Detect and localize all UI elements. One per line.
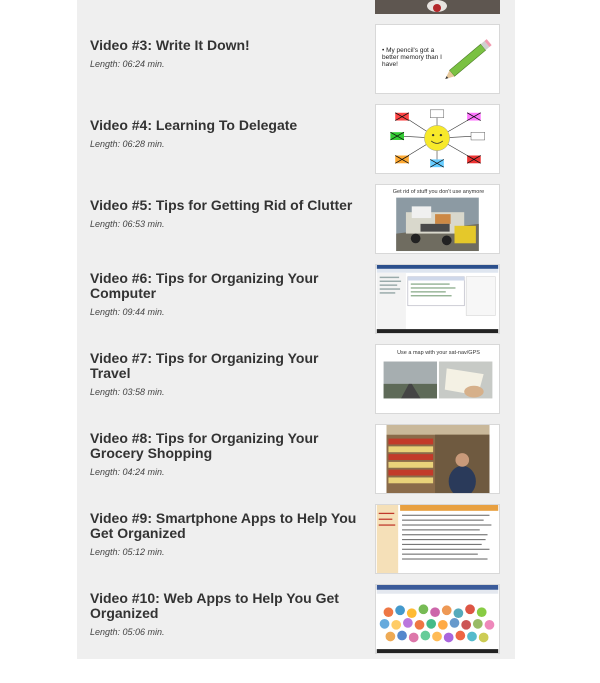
video-item[interactable]: [77, 584, 515, 654]
thumbnail-caption: • My pencil's got a better memory than I have!: [382, 47, 442, 68]
video-item[interactable]: [77, 264, 515, 334]
video-item[interactable]: [77, 424, 515, 494]
video-thumbnail-previous[interactable]: [375, 0, 500, 14]
thumbnail-caption: Use a map with your sat-nav/GPS: [397, 350, 480, 356]
web-apps-screenshot-image: [376, 585, 499, 653]
video-thumbnail[interactable]: [375, 24, 500, 94]
video-item[interactable]: [77, 104, 515, 174]
video-thumbnail[interactable]: [375, 504, 500, 574]
video-length: Length: 03:58 min.: [90, 387, 165, 397]
video-title[interactable]: Video #6: Tips for Organizing Your Computer: [90, 270, 319, 301]
clutter-photo-image: [376, 185, 499, 253]
video-length: Length: 04:24 min.: [90, 467, 165, 477]
video-length: Length: 09:44 min.: [90, 307, 165, 317]
video-list-panel: [77, 0, 515, 659]
video-item[interactable]: [77, 504, 515, 574]
grocery-store-photo-image: [376, 425, 499, 493]
video-title[interactable]: Video #10: Web Apps to Help You Get Organized: [90, 590, 339, 621]
video-thumbnail[interactable]: [375, 584, 500, 654]
video-title[interactable]: Video #5: Tips for Getting Rid of Clutter: [90, 197, 353, 213]
video-thumbnail[interactable]: [375, 344, 500, 414]
video-length: Length: 05:12 min.: [90, 547, 165, 557]
video-title[interactable]: Video #9: Smartphone Apps to Help You Get Organized: [90, 510, 357, 541]
delegation-diagram-image: [376, 105, 499, 173]
video-length: Length: 06:53 min.: [90, 219, 165, 229]
video-thumbnail[interactable]: [375, 104, 500, 174]
video-title[interactable]: Video #7: Tips for Organizing Your Travel: [90, 350, 319, 381]
thumbnail-caption: Get rid of stuff you don't use anymore: [392, 189, 485, 195]
video-length: Length: 06:24 min.: [90, 59, 165, 69]
apps-webpage-screenshot-image: [376, 505, 499, 573]
video-title[interactable]: Video #4: Learning To Delegate: [90, 117, 298, 133]
video-thumbnail[interactable]: [375, 424, 500, 494]
computer-screenshot-image: [376, 265, 499, 333]
video-length: Length: 06:28 min.: [90, 139, 165, 149]
video-title[interactable]: Video #3: Write It Down!: [90, 37, 250, 53]
video-length: Length: 05:06 min.: [90, 627, 165, 637]
video-thumbnail[interactable]: [375, 264, 500, 334]
video-item[interactable]: [77, 184, 515, 254]
video-thumbnail[interactable]: [375, 184, 500, 254]
video-title[interactable]: Video #8: Tips for Organizing Your Grocery Shopping: [90, 430, 319, 461]
video-item[interactable]: [77, 24, 515, 94]
video-item[interactable]: [77, 344, 515, 414]
